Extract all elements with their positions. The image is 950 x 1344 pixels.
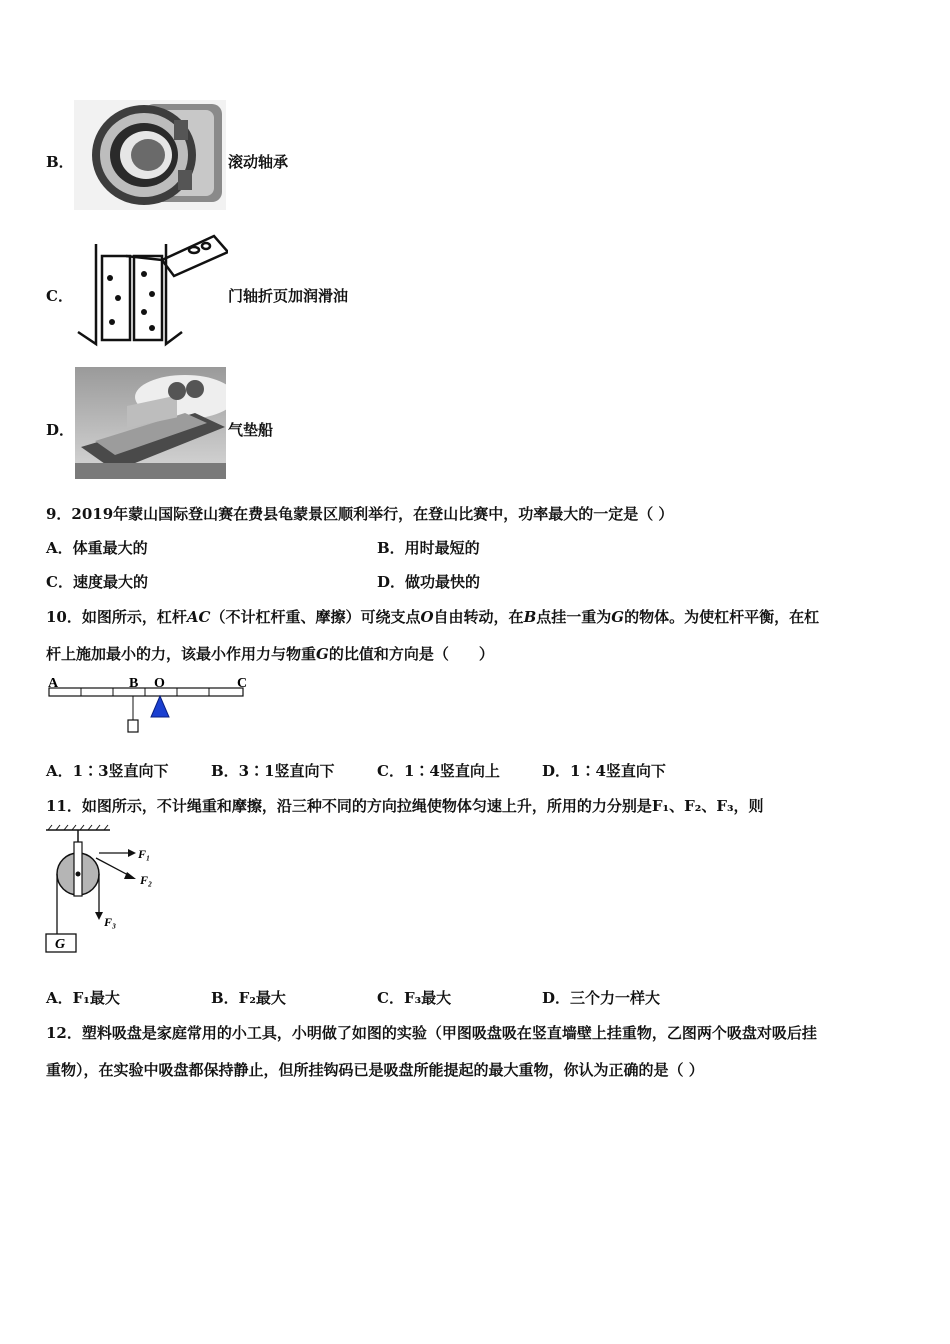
rolling-bearing-photo: [74, 100, 226, 210]
q10-option-b: B．3∶1竖直向下: [211, 762, 335, 780]
q12-stem-line2: 重物），在实验中吸盘都保持静止，但所挂钩码已是吸盘所能提起的最大重物，你认为正确的是（ ）: [46, 1061, 704, 1079]
lever-label-o: O: [154, 676, 165, 691]
option-b-text: 滚动轴承: [228, 153, 289, 171]
lever-label-b: B: [129, 676, 139, 691]
q11-option-b: B．F₂最大: [211, 989, 286, 1007]
option-c-letter: C．: [46, 287, 73, 305]
q10-option-a: A．1∶3竖直向下: [46, 762, 169, 780]
q9-option-a: A．体重最大的: [46, 539, 148, 557]
pulley-label-g: G: [55, 937, 66, 952]
option-d-letter: D．: [46, 421, 75, 439]
hovercraft-photo: [75, 367, 226, 479]
q10-option-c: C．1∶4竖直向上: [377, 762, 500, 780]
lever-diagram: [44, 674, 256, 738]
q10-option-d: D．1∶4竖直向下: [542, 762, 666, 780]
door-hinge-oil-drawing: [74, 232, 228, 350]
option-c-text: 门轴折页加润滑油: [228, 287, 349, 305]
pulley-diagram: [42, 822, 162, 958]
option-b-letter: B．: [46, 153, 74, 171]
lever-label-c: C: [237, 676, 248, 691]
q9-option-d: D．做功最快的: [377, 573, 481, 591]
q11-option-c: C．F₃最大: [377, 989, 452, 1007]
q10-stem-line1: 10．如图所示，杠杆AC（不计杠杆重、摩擦）可绕支点O自由转动，在B点挂一重为G的物体。为使杠杆平衡，在杠: [46, 608, 820, 626]
q10-stem-line2: 杆上施加最小的力，该最小作用力与物重G的比值和方向是（ ）: [46, 645, 494, 663]
q11-option-a: A．F₁最大: [46, 989, 120, 1007]
pulley-label-f3: F₃: [104, 915, 117, 929]
q9-stem: 9．2019年蒙山国际登山赛在费县龟蒙景区顺利举行，在登山比赛中，功率最大的一定是（ ）: [46, 505, 674, 523]
q12-stem-line1: 12．塑料吸盘是家庭常用的小工具，小明做了如图的实验（甲图吸盘吸在竖直墙壁上挂重物，乙图两个吸盘对吸后挂: [46, 1024, 817, 1042]
q9-option-b: B．用时最短的: [377, 539, 480, 557]
pulley-label-f2: F₂: [140, 873, 153, 887]
q11-stem: 11．如图所示，不计绳重和摩擦，沿三种不同的方向拉绳使物体匀速上升，所用的力分别是F₁、F₂、F₃，则: [46, 797, 764, 815]
option-d-text: 气垫船: [228, 421, 274, 439]
q11-option-d: D．三个力一样大: [542, 989, 661, 1007]
lever-label-a: A: [48, 676, 59, 691]
q9-option-c: C．速度最大的: [46, 573, 148, 591]
pulley-label-f1: F₁: [138, 847, 151, 861]
